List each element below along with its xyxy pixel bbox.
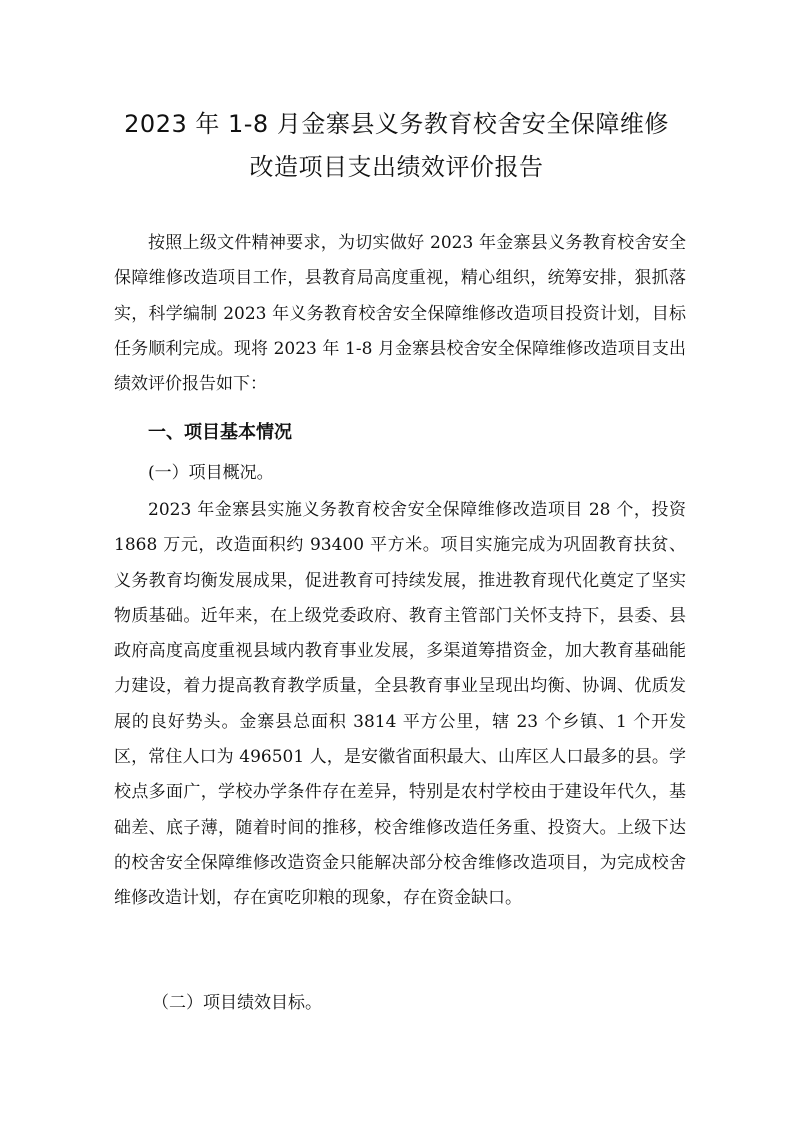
overview-paragraph: 2023 年金寨县实施义务教育校舍安全保障维修改造项目 28 个，投资 1868 万元，改造面积约 93400 平方米。项目实施完成为巩固教育扶贫、义务教育均衡发展成果，促进教育可持续发展，推进教育现代化奠定了坚实物质基础。近年来，在上级党委政府、教育主管部门关怀支持下，县委、县政府高度高度重视县域内教育事业发展，多渠道筹措资金，加大教育基础能力建设，着力提高教育教学质量，全县教育事业呈现出均衡、协调、优质发展的良好势头。金寨县总面积 3814 平方公里，辖 23 个乡镇、1 个开发区，常住人口为 496501 人，是安徽省面积最大、山库区人口最多的县。学校点多面广，学校办学条件存在差异，特别是农村学校由于建设年代久，基础差、底子薄，随着时间的推移，校舍维修改造任务重、投资大。上级下达的校舍安全保障维修改造资金只能解决部分校舍维修改造项目，为完成校舍维修改造计划，存在寅吃卯粮的现象，存在资金缺口。 (114, 500, 686, 909)
document-title-line-2: 改造项目支出绩效评价报告 (249, 153, 544, 181)
subsection-heading-performance-goals: （二）项目绩效目标。 (152, 993, 322, 1013)
document-title-line-1: 2023 年 1-8 月金寨县义务教育校舍安全保障维修 (124, 110, 669, 138)
intro-paragraph: 按照上级文件精神要求，为切实做好 2023 年金寨县义务教育校舍安全保障维修改造项目工作，县教育局高度重视，精心组织，统筹安排，狠抓落实，科学编制 2023 年义务教育校舍安全保障维修改造项目投资计划，目标任务顺利完成。现将 2023 年 1-8 月金寨县校舍安全保障维修改造项目支出绩效评价报告如下： (114, 233, 686, 395)
section-heading-project-basics: 一、项目基本情况 (148, 422, 292, 443)
subsection-heading-overview: (一）项目概况。 (148, 463, 274, 483)
